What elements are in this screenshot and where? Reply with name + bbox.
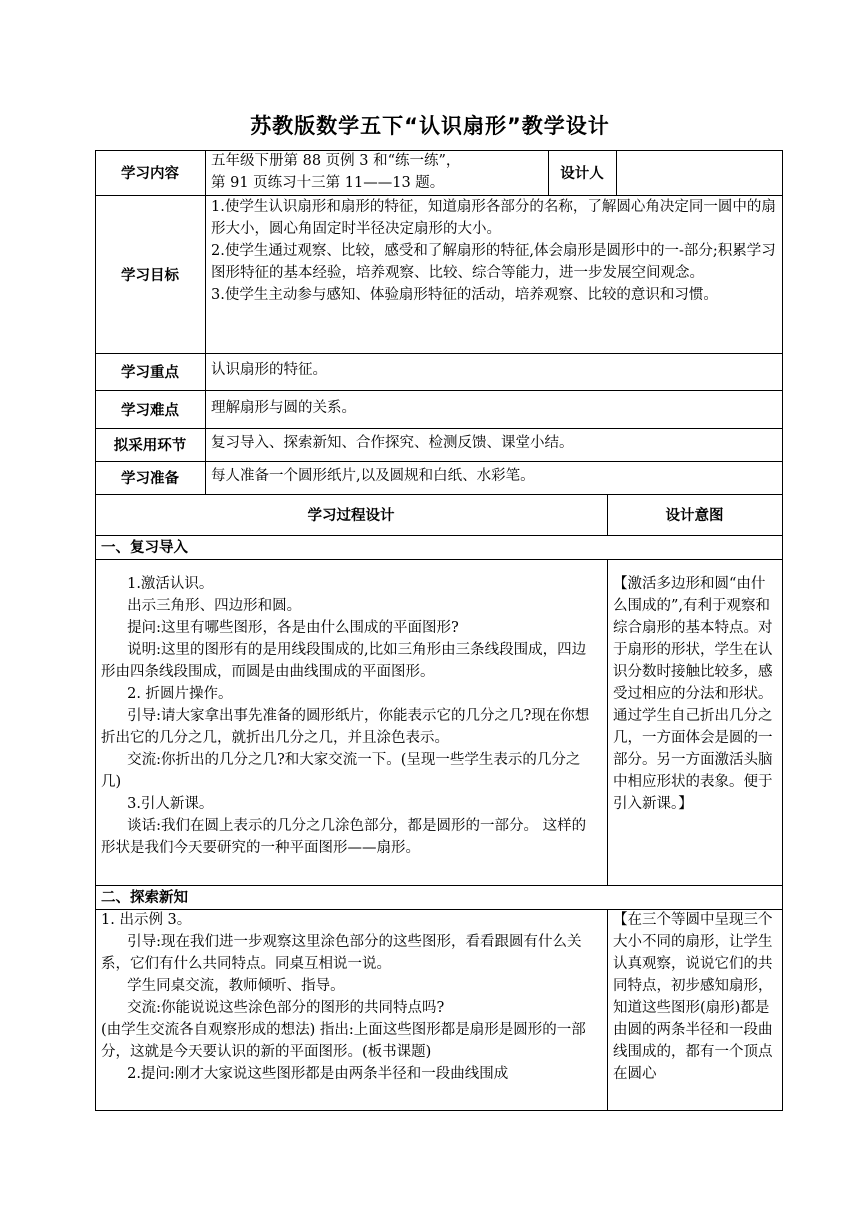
table-border — [205, 150, 206, 494]
paragraph: 交流:你折出的几分之几?和大家交流一下。(呈现一些学生表示的几分之几) — [101, 752, 581, 790]
paragraph: 学生同桌交流，教师倾听、指导。 — [127, 978, 345, 994]
process-design-header: 学习过程设计 — [307, 508, 395, 524]
table-border — [95, 494, 783, 495]
stages-label: 拟采用环节 — [113, 438, 187, 454]
section-explore-title: 二、探索新知 — [101, 890, 188, 906]
table-border — [95, 885, 783, 886]
table-border — [95, 353, 783, 354]
section-review-intent: 【激活多边形和圆“由什么围成的”,有利于观察和综合扇形的基本特点。对于扇形的形状，学生在认识分数时接触比较多，感受过相应的分法和形状。通过学生自己折出几分之几，一方面体会是圆的一部分。另一方面激活头脑中相应形状的表象。便于引入新课。】 — [613, 576, 773, 812]
table-border — [782, 150, 783, 1110]
table-border — [607, 909, 608, 1110]
designer-value — [616, 150, 782, 195]
paragraph: 3.引人新课。 — [127, 796, 214, 812]
paragraph: 出示三角形、四边形和圆。 — [127, 598, 302, 614]
prep-label: 学习准备 — [121, 471, 179, 487]
table-border — [548, 150, 549, 195]
goal-item: 1.使学生认识扇形和扇形的特征，知道扇形各部分的名称，了解圆心角决定同一圆中的扇形大小，圆心角固定时半径决定扇形的大小。 — [211, 199, 776, 237]
content-label: 学习内容 — [121, 166, 179, 182]
key-point-label: 学习重点 — [121, 365, 179, 381]
table-border — [95, 559, 783, 560]
key-point-value: 认识扇形的特征。 — [211, 362, 327, 378]
paragraph: 2. 折圆片操作。 — [127, 686, 233, 702]
document-title: 苏教版数学五下“认识扇形”教学设计 — [250, 114, 610, 138]
paragraph: 2.提问:刚才大家说这些图形都是由两条半径和一段曲线围成 — [127, 1066, 509, 1082]
table-border — [95, 150, 96, 1110]
paragraph: 引导:请大家拿出事先准备的圆形纸片，你能表示它的几分之几?现在你想折出它的几分之几，就折出几分之几，并且涂色表示。 — [101, 708, 590, 746]
difficulty-value: 理解扇形与圆的关系。 — [211, 400, 356, 416]
paragraph: 1. 出示例 3。 — [101, 912, 192, 928]
paragraph: 引导:现在我们进一步观察这里涂色部分的这些图形，看看跟圆有什么关系，它们有什么共同特点。同桌互相说一说。 — [101, 934, 582, 972]
prep-value: 每人准备一个圆形纸片,以及圆规和白纸、水彩笔。 — [211, 468, 535, 484]
goal-item: 2.使学生通过观察、比较，感受和了解扇形的特征,体会扇形是圆形中的一-部分;积累学习图形特征的基本经验，培养观察、比较、综合等能力，进一步发展空间观念。 — [211, 243, 776, 281]
goals-content — [205, 195, 782, 353]
paragraph: (由学生交流各自观察形成的想法) 指出:上面这些图形都是扇形是圆形的一部分，这就是今天要认识的新的平面图形。(板书课题) — [101, 1022, 586, 1060]
stages-value: 复习导入、探索新知、合作探究、检测反馈、课堂小结。 — [211, 435, 574, 451]
table-border — [95, 150, 783, 151]
content-line-2: 第 91 页练习十三第 11——13 题。 — [211, 175, 445, 191]
table-border — [95, 461, 783, 462]
table-border — [95, 195, 783, 196]
table-border — [607, 559, 608, 885]
table-border — [95, 535, 783, 536]
paragraph: 1.激活认识。 — [127, 576, 214, 592]
paragraph: 提问:这里有哪些图形，各是由什么围成的平面图形? — [127, 620, 459, 636]
table-border — [95, 428, 783, 429]
table-border — [607, 494, 608, 535]
table-border — [616, 150, 617, 195]
goal-item: 3.使学生主动参与感知、体验扇形特征的活动，培养观察、比较的意识和习惯。 — [211, 287, 718, 303]
paragraph: 谈话:我们在圆上表示的几分之几涂色部分，都是圆形的一部分。 这样的形状是我们今天要研究的一种平面图形——扇形。 — [101, 818, 587, 856]
table-border — [95, 909, 783, 910]
paragraph: 交流:你能说说这些涂色部分的图形的共同特点吗? — [127, 1000, 445, 1016]
section-explore-body — [95, 909, 607, 1110]
section-explore-intent: 【在三个等圆中呈现三个大小不同的扇形，让学生认真观察，说说它们的共同特点，初步感知扇形，知道这些图形(扇形)都是由圆的两条半径和一段曲线围成的，都有一个顶点在圆心 — [613, 912, 773, 1082]
content-value — [205, 150, 548, 195]
section-review-title: 一、复习导入 — [101, 540, 188, 556]
table-border — [95, 390, 783, 391]
design-intent-header: 设计意图 — [665, 508, 724, 524]
designer-label: 设计人 — [560, 166, 604, 182]
content-line-1: 五年级下册第 88 页例 3 和“练一练”， — [211, 153, 461, 169]
paragraph: 说明:这里的图形有的是用线段围成的,比如三角形由三条线段围成，四边形由四条线段围成，而圆是由曲线围成的平面图形。 — [101, 642, 587, 680]
table-border — [95, 1110, 783, 1111]
difficulty-label: 学习难点 — [121, 402, 179, 419]
goals-label: 学习目标 — [121, 267, 179, 284]
section-review-body — [95, 559, 607, 885]
